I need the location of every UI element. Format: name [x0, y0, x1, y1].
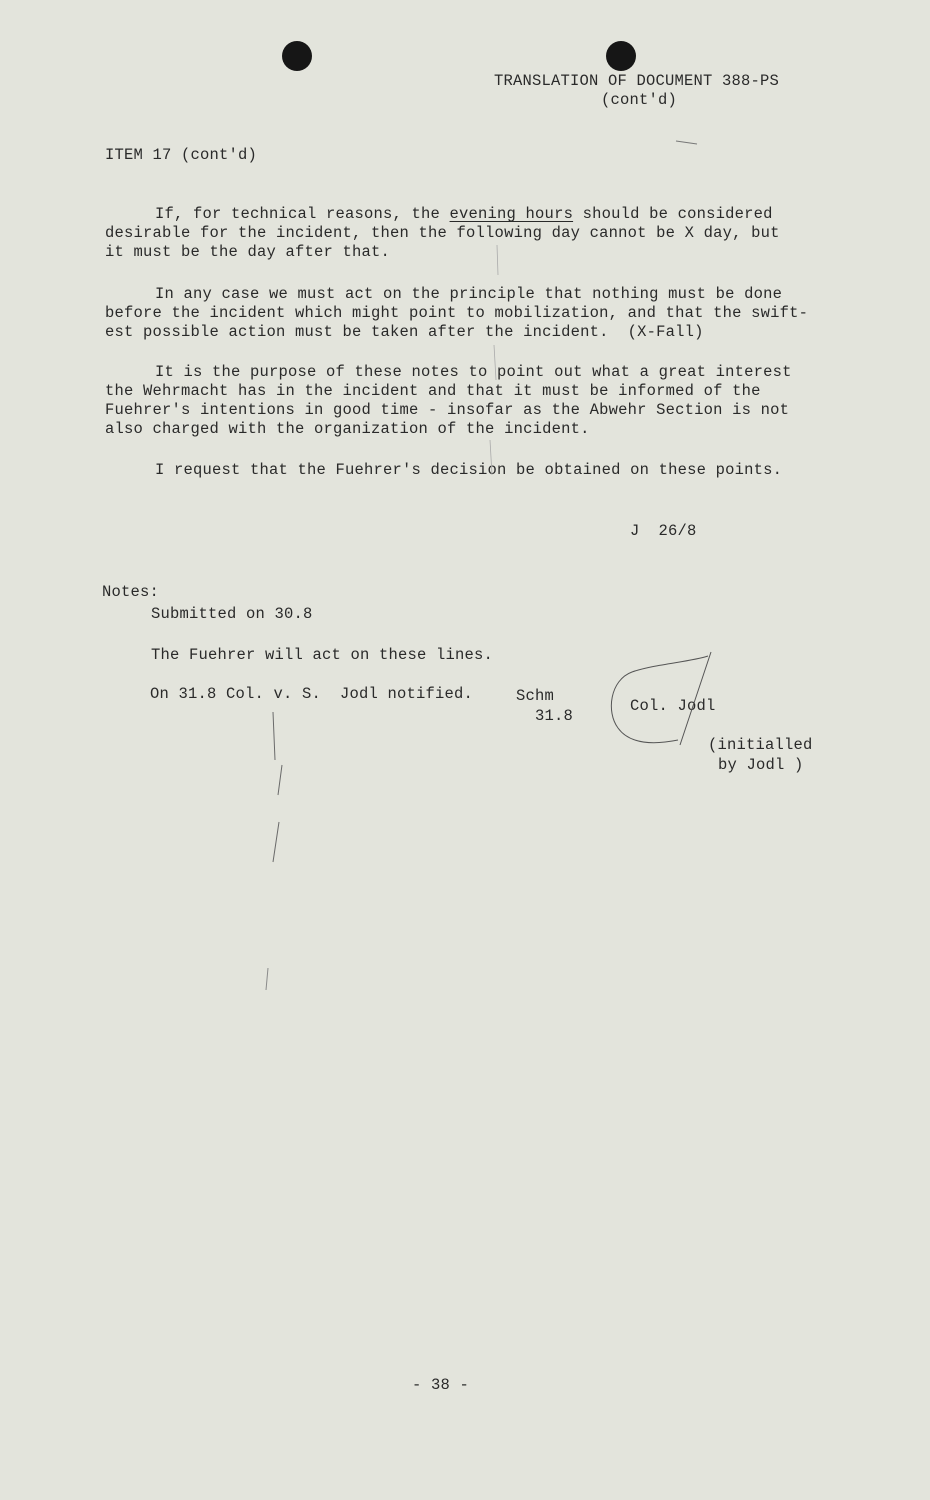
fold-crease — [490, 245, 498, 475]
paragraph-1-line-1b: should be considered — [573, 205, 773, 223]
stray-mark-top — [676, 141, 697, 144]
initial-circle-mark — [611, 656, 708, 743]
margin-pencil-mark-lower — [266, 968, 268, 990]
paragraph-4-line-1: I request that the Fuehrer's decision be obtained on these points. — [155, 461, 783, 479]
paragraph-2-line-3: est possible action must be taken after the incident. (X-Fall) — [105, 323, 704, 341]
paragraph-3-line-1: It is the purpose of these notes to point out what a great interest — [155, 363, 792, 381]
paragraph-3-line-2: the Wehrmacht has in the incident and that it must be informed of the — [105, 382, 761, 400]
notes-line-1: Submitted on 30.8 — [151, 605, 313, 623]
page-number: - 38 - — [412, 1376, 470, 1394]
initialled-note-2: by Jodl ) — [718, 756, 804, 774]
paragraph-3-line-3: Fuehrer's intentions in good time - insofar as the Abwehr Section is not — [105, 401, 790, 419]
signature-date: J 26/8 — [630, 522, 697, 540]
document-title: TRANSLATION OF DOCUMENT 388-PS — [494, 72, 780, 90]
paragraph-1-line-3: it must be the day after that. — [105, 243, 391, 261]
initialled-note-1: (initialled — [708, 736, 813, 754]
notes-line-2: The Fuehrer will act on these lines. — [151, 646, 494, 664]
initial-slash-mark — [680, 652, 711, 745]
paragraph-2-line-1: In any case we must act on the principle that nothing must be done — [155, 285, 783, 303]
notes-label: Notes: — [102, 583, 160, 601]
margin-pencil-mark — [273, 712, 282, 862]
item-heading: ITEM 17 (cont'd) — [105, 146, 258, 164]
paragraph-3-line-4: also charged with the organization of the incident. — [105, 420, 590, 438]
underlined-evening-hours: evening hours — [449, 205, 574, 223]
col-jodl: Col. Jodl — [630, 697, 716, 715]
schm-initials: Schm — [516, 687, 555, 705]
paragraph-2-line-2: before the incident which might point to mobilization, and that the swift- — [105, 304, 809, 322]
paragraph-1-line-2: desirable for the incident, then the following day cannot be X day, but — [105, 224, 780, 242]
document-title-cont: (cont'd) — [601, 91, 678, 109]
paragraph-1-line-1a: If, for technical reasons, the — [155, 205, 450, 223]
schm-date: 31.8 — [535, 707, 574, 725]
notes-line-3: On 31.8 Col. v. S. Jodl notified. — [150, 685, 474, 703]
